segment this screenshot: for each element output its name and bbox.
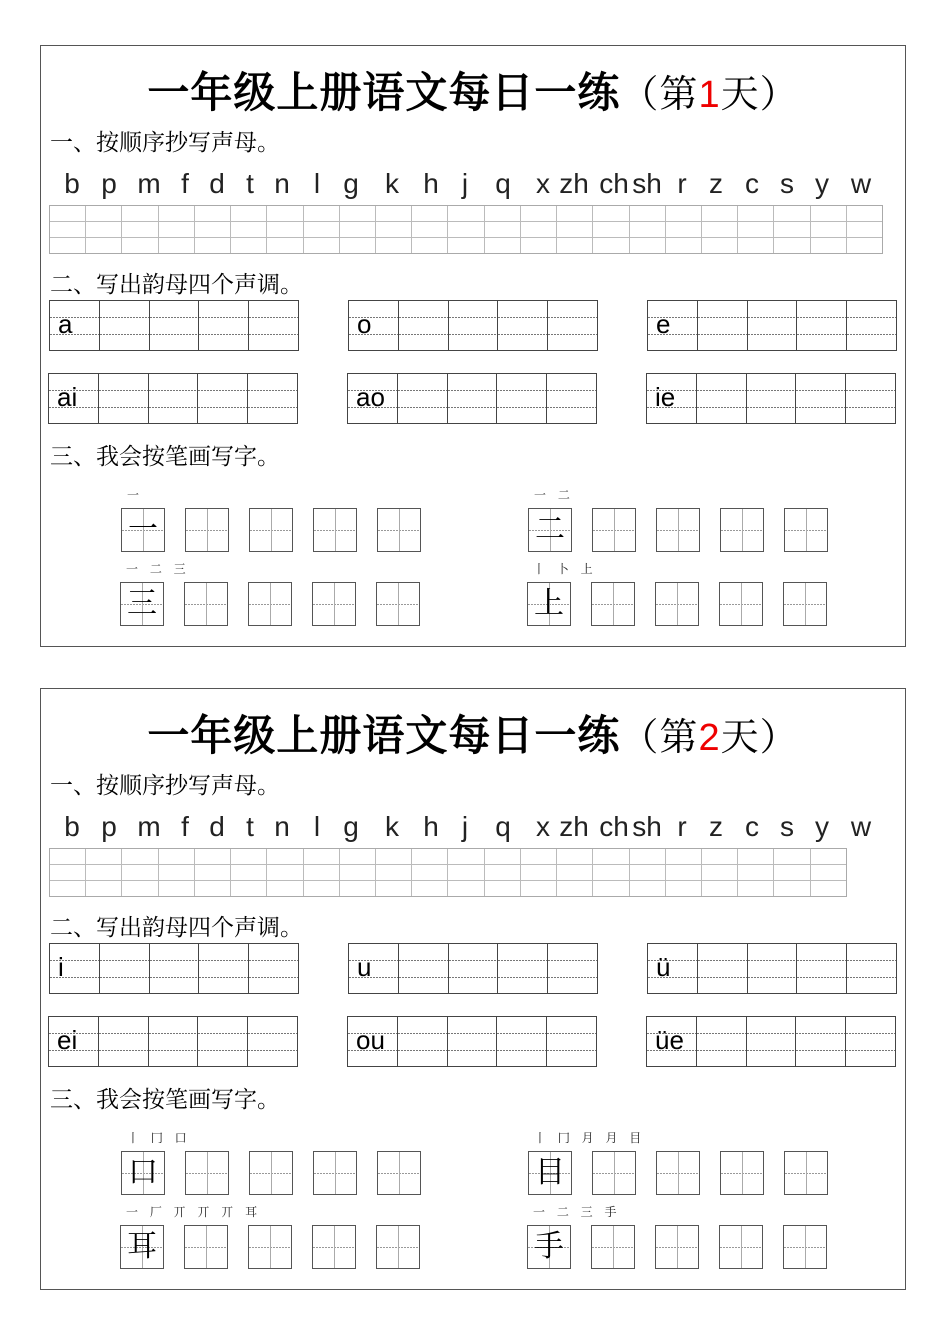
consonant: z [709, 168, 723, 199]
consonant: sh [632, 811, 662, 842]
writing-cell [50, 301, 100, 350]
writing-cell[interactable] [485, 849, 521, 896]
tianzige-box[interactable] [784, 1151, 828, 1195]
writing-cell[interactable] [100, 944, 150, 993]
writing-cell[interactable] [630, 206, 666, 253]
title-text: 一年级上册语文每日一练 [147, 68, 621, 117]
consonant: k [385, 168, 399, 199]
tianzige-box[interactable] [312, 582, 356, 626]
vowel-tone-grid [646, 1016, 896, 1067]
writing-cell[interactable] [199, 944, 249, 993]
writing-cell[interactable] [195, 206, 231, 253]
consonant: z [709, 811, 723, 842]
page-title [41, 60, 905, 120]
section-heading-vowels: 二、写出韵母四个声调。 [50, 915, 303, 941]
writing-cell[interactable] [304, 206, 340, 253]
section-heading-vowels: 二、写出韵母四个声调。 [50, 272, 303, 298]
consonant: y [815, 168, 829, 199]
vowel-label: ü [656, 952, 671, 982]
writing-cell[interactable] [846, 1017, 895, 1066]
section-heading-consonants: 一、按顺序抄写声母。 [50, 773, 280, 799]
writing-cell[interactable] [796, 374, 846, 423]
writing-cell[interactable] [376, 849, 412, 896]
consonant: f [181, 168, 189, 199]
writing-cell[interactable] [448, 849, 484, 896]
writing-cell[interactable] [811, 849, 846, 896]
writing-cell[interactable] [557, 206, 593, 253]
writing-cell[interactable] [412, 206, 448, 253]
tianzige-box[interactable] [248, 1225, 292, 1269]
writing-cell[interactable] [697, 374, 747, 423]
writing-cell[interactable] [796, 1017, 846, 1066]
consonant-list [41, 811, 907, 847]
writing-cell[interactable] [774, 206, 810, 253]
vowel-tone-grid [49, 300, 299, 351]
tianzige-box [120, 582, 164, 626]
day-label [620, 715, 798, 759]
section-heading-consonants: 一、按顺序抄写声母。 [50, 130, 280, 156]
tianzige-box[interactable] [313, 1151, 357, 1195]
consonant: y [815, 811, 829, 842]
vowel-label: a [58, 309, 73, 339]
writing-cell[interactable] [738, 849, 774, 896]
consonant: s [780, 811, 794, 842]
writing-cell[interactable] [748, 301, 798, 350]
writing-cell[interactable] [548, 301, 597, 350]
writing-cell[interactable] [122, 849, 158, 896]
consonant: d [209, 811, 225, 842]
consonant: k [385, 811, 399, 842]
writing-cell[interactable] [150, 944, 200, 993]
writing-cell[interactable] [86, 849, 122, 896]
day-number: 1 [698, 74, 721, 116]
tianzige-box [527, 582, 571, 626]
writing-cell[interactable] [547, 374, 596, 423]
consonant: m [137, 168, 161, 199]
vowel-label: e [656, 309, 671, 339]
writing-cell[interactable] [747, 1017, 797, 1066]
writing-cell[interactable] [797, 301, 847, 350]
writing-cell[interactable] [195, 849, 231, 896]
writing-cell[interactable] [498, 944, 548, 993]
tianzige-box [121, 1151, 165, 1195]
consonant: w [850, 811, 872, 842]
day-label [620, 72, 798, 116]
writing-cell[interactable] [698, 301, 748, 350]
writing-cell[interactable] [630, 849, 666, 896]
section-heading-characters: 三、我会按笔画写字。 [50, 444, 280, 470]
writing-cell[interactable] [485, 206, 521, 253]
stroke-order: 一 二 三 [126, 562, 190, 576]
writing-cell [49, 1017, 99, 1066]
consonant: c [745, 811, 759, 842]
consonant: sh [632, 168, 662, 199]
tianzige-box [121, 508, 165, 552]
tianzige-box[interactable] [249, 1151, 293, 1195]
writing-cell[interactable] [847, 301, 896, 350]
tianzige-box [528, 508, 572, 552]
vowel-tone-grid [347, 373, 597, 424]
writing-cell [349, 301, 399, 350]
vowel-label: ie [655, 382, 676, 412]
writing-cell[interactable] [199, 301, 249, 350]
vowel-label: ai [57, 382, 78, 412]
vowel-label: i [58, 952, 64, 982]
writing-cell[interactable] [593, 849, 629, 896]
vowel-label: ei [57, 1025, 78, 1055]
tianzige-box[interactable] [656, 508, 700, 552]
tianzige-box[interactable] [377, 508, 421, 552]
writing-cell[interactable] [774, 849, 810, 896]
writing-cell[interactable] [399, 944, 449, 993]
writing-cell[interactable] [340, 206, 376, 253]
tianzige-box[interactable] [376, 582, 420, 626]
tianzige-box[interactable] [591, 582, 635, 626]
tianzige-box[interactable] [783, 582, 827, 626]
writing-cell[interactable] [747, 374, 797, 423]
writing-cell[interactable] [593, 206, 629, 253]
stroke-order: 丨 冂 月 月 目 [534, 1131, 646, 1145]
vowel-tone-grid [647, 300, 897, 351]
tianzige-box[interactable] [784, 508, 828, 552]
writing-cell[interactable] [122, 206, 158, 253]
writing-cell [647, 374, 697, 423]
writing-cell[interactable] [304, 849, 340, 896]
tianzige-box[interactable] [719, 582, 763, 626]
tianzige-box[interactable] [592, 1151, 636, 1195]
writing-cell[interactable] [738, 206, 774, 253]
tianzige-box[interactable] [249, 508, 293, 552]
consonant: l [313, 168, 321, 199]
consonant: b [64, 168, 80, 199]
writing-cell[interactable] [412, 849, 448, 896]
consonant: c [745, 168, 759, 199]
tianzige-box [120, 1225, 164, 1269]
vowel-label: o [357, 309, 372, 339]
writing-cell[interactable] [797, 944, 847, 993]
writing-cell[interactable] [702, 849, 738, 896]
vowel-tone-grid [647, 943, 897, 994]
consonant-list [41, 168, 907, 204]
writing-cell[interactable] [198, 1017, 248, 1066]
writing-cell[interactable] [697, 1017, 747, 1066]
stroke-order: 一 [127, 488, 144, 502]
writing-cell[interactable] [249, 944, 298, 993]
writing-cell[interactable] [811, 206, 847, 253]
writing-cell[interactable] [159, 849, 195, 896]
model-character: 手 [534, 1229, 564, 1264]
model-character: 目 [535, 1155, 565, 1190]
writing-cell[interactable] [548, 944, 597, 993]
consonant: h [423, 168, 439, 199]
writing-cell[interactable] [497, 374, 547, 423]
consonant: q [495, 168, 511, 199]
tianzige-box[interactable] [592, 508, 636, 552]
vowel-tone-grid [348, 943, 598, 994]
vowel-label: u [357, 952, 372, 982]
writing-cell [648, 944, 698, 993]
consonant: r [677, 811, 687, 842]
day-suffix: 天） [720, 72, 799, 116]
model-character: 三 [127, 586, 157, 621]
writing-cell[interactable] [50, 206, 86, 253]
consonant: n [274, 168, 290, 199]
writing-cell[interactable] [249, 301, 298, 350]
title-text: 一年级上册语文每日一练 [147, 711, 621, 760]
consonant: t [246, 168, 254, 199]
tianzige-box[interactable] [591, 1225, 635, 1269]
consonant: x [536, 811, 550, 842]
writing-cell [49, 374, 99, 423]
writing-cell[interactable] [557, 849, 593, 896]
model-character: 耳 [127, 1229, 157, 1264]
tianzige-box[interactable] [185, 1151, 229, 1195]
consonant: p [101, 168, 117, 199]
vowel-label: ao [356, 382, 385, 412]
writing-cell[interactable] [847, 944, 896, 993]
consonant: h [423, 811, 439, 842]
tianzige-box[interactable] [377, 1151, 421, 1195]
consonant: d [209, 168, 225, 199]
writing-cell[interactable] [99, 1017, 149, 1066]
writing-cell[interactable] [399, 301, 449, 350]
consonant: q [495, 811, 511, 842]
writing-cell[interactable] [448, 1017, 498, 1066]
tianzige-box[interactable] [655, 1225, 699, 1269]
consonant: m [137, 811, 161, 842]
writing-cell[interactable] [149, 374, 199, 423]
consonant-writing-grid [49, 205, 883, 254]
vowel-tone-grid [49, 943, 299, 994]
writing-cell[interactable] [398, 374, 448, 423]
consonant: t [246, 811, 254, 842]
writing-cell [647, 1017, 697, 1066]
writing-cell[interactable] [448, 374, 498, 423]
tianzige-box[interactable] [184, 1225, 228, 1269]
consonant: j [461, 168, 469, 199]
day-prefix: （第 [620, 715, 699, 759]
writing-cell [348, 1017, 398, 1066]
consonant: f [181, 811, 189, 842]
consonant: j [461, 811, 469, 842]
tianzige-box[interactable] [184, 582, 228, 626]
vowel-tone-grid [348, 300, 598, 351]
consonant: zh [559, 811, 589, 842]
vowel-label: ou [356, 1025, 385, 1055]
writing-cell[interactable] [248, 374, 297, 423]
consonant: r [677, 168, 687, 199]
page-title [41, 703, 905, 763]
tianzige-box[interactable] [719, 1225, 763, 1269]
consonant: x [536, 168, 550, 199]
writing-cell[interactable] [99, 374, 149, 423]
stroke-order: 丨 冂 口 [127, 1131, 191, 1145]
tianzige-box[interactable] [720, 1151, 764, 1195]
writing-cell[interactable] [159, 206, 195, 253]
tianzige-box[interactable] [185, 508, 229, 552]
tianzige-box[interactable] [720, 508, 764, 552]
consonant: p [101, 811, 117, 842]
writing-cell[interactable] [748, 944, 798, 993]
tianzige-box[interactable] [376, 1225, 420, 1269]
consonant: g [343, 811, 359, 842]
writing-cell[interactable] [846, 374, 895, 423]
writing-cell[interactable] [198, 374, 248, 423]
worksheet-day-2 [40, 688, 906, 1290]
writing-cell [648, 301, 698, 350]
model-character: 上 [534, 586, 564, 621]
consonant: ch [599, 168, 629, 199]
writing-cell[interactable] [449, 301, 499, 350]
stroke-order: 丨 卜 上 [533, 562, 597, 576]
writing-cell [349, 944, 399, 993]
writing-cell[interactable] [100, 301, 150, 350]
writing-cell[interactable] [248, 1017, 297, 1066]
writing-cell[interactable] [448, 206, 484, 253]
writing-cell[interactable] [398, 1017, 448, 1066]
consonant: n [274, 811, 290, 842]
vowel-tone-grid [646, 373, 896, 424]
tianzige-box[interactable] [248, 582, 292, 626]
vowel-tone-grid [48, 373, 298, 424]
tianzige-box[interactable] [656, 1151, 700, 1195]
tianzige-box[interactable] [312, 1225, 356, 1269]
writing-cell[interactable] [498, 301, 548, 350]
writing-cell[interactable] [150, 301, 200, 350]
consonant: b [64, 811, 80, 842]
model-character: 一 [128, 512, 158, 547]
consonant: s [780, 168, 794, 199]
writing-cell[interactable] [847, 206, 882, 253]
writing-cell[interactable] [376, 206, 412, 253]
writing-cell[interactable] [702, 206, 738, 253]
writing-cell[interactable] [521, 206, 557, 253]
tianzige-box [528, 1151, 572, 1195]
writing-cell[interactable] [86, 206, 122, 253]
writing-cell[interactable] [666, 206, 702, 253]
consonant: g [343, 168, 359, 199]
writing-cell[interactable] [149, 1017, 199, 1066]
consonant: w [850, 168, 872, 199]
vowel-label: üe [655, 1025, 684, 1055]
consonant: ch [599, 811, 629, 842]
writing-cell[interactable] [449, 944, 499, 993]
writing-cell [348, 374, 398, 423]
stroke-order: 一 二 [534, 488, 574, 502]
writing-cell[interactable] [666, 849, 702, 896]
model-character: 口 [128, 1155, 158, 1190]
section-heading-characters: 三、我会按笔画写字。 [50, 1087, 280, 1113]
writing-cell[interactable] [267, 849, 303, 896]
writing-cell[interactable] [340, 849, 376, 896]
writing-cell[interactable] [698, 944, 748, 993]
stroke-order: 一 二 三 手 [533, 1205, 621, 1219]
writing-cell[interactable] [231, 206, 267, 253]
consonant: zh [559, 168, 589, 199]
writing-cell[interactable] [50, 849, 86, 896]
day-number: 2 [698, 717, 721, 759]
tianzige-box[interactable] [313, 508, 357, 552]
tianzige-box[interactable] [655, 582, 699, 626]
tianzige-box[interactable] [783, 1225, 827, 1269]
stroke-order: 一 厂 丌 丌 丌 耳 [126, 1205, 262, 1219]
tianzige-box [527, 1225, 571, 1269]
vowel-tone-grid [48, 1016, 298, 1067]
consonant: l [313, 811, 321, 842]
day-prefix: （第 [620, 72, 699, 116]
day-suffix: 天） [720, 715, 799, 759]
consonant-writing-grid [49, 848, 847, 897]
writing-cell[interactable] [231, 849, 267, 896]
writing-cell[interactable] [547, 1017, 596, 1066]
vowel-tone-grid [347, 1016, 597, 1067]
writing-cell [50, 944, 100, 993]
worksheet-day-1 [40, 45, 906, 647]
model-character: 二 [535, 512, 565, 547]
writing-cell[interactable] [267, 206, 303, 253]
writing-cell[interactable] [521, 849, 557, 896]
writing-cell[interactable] [497, 1017, 547, 1066]
